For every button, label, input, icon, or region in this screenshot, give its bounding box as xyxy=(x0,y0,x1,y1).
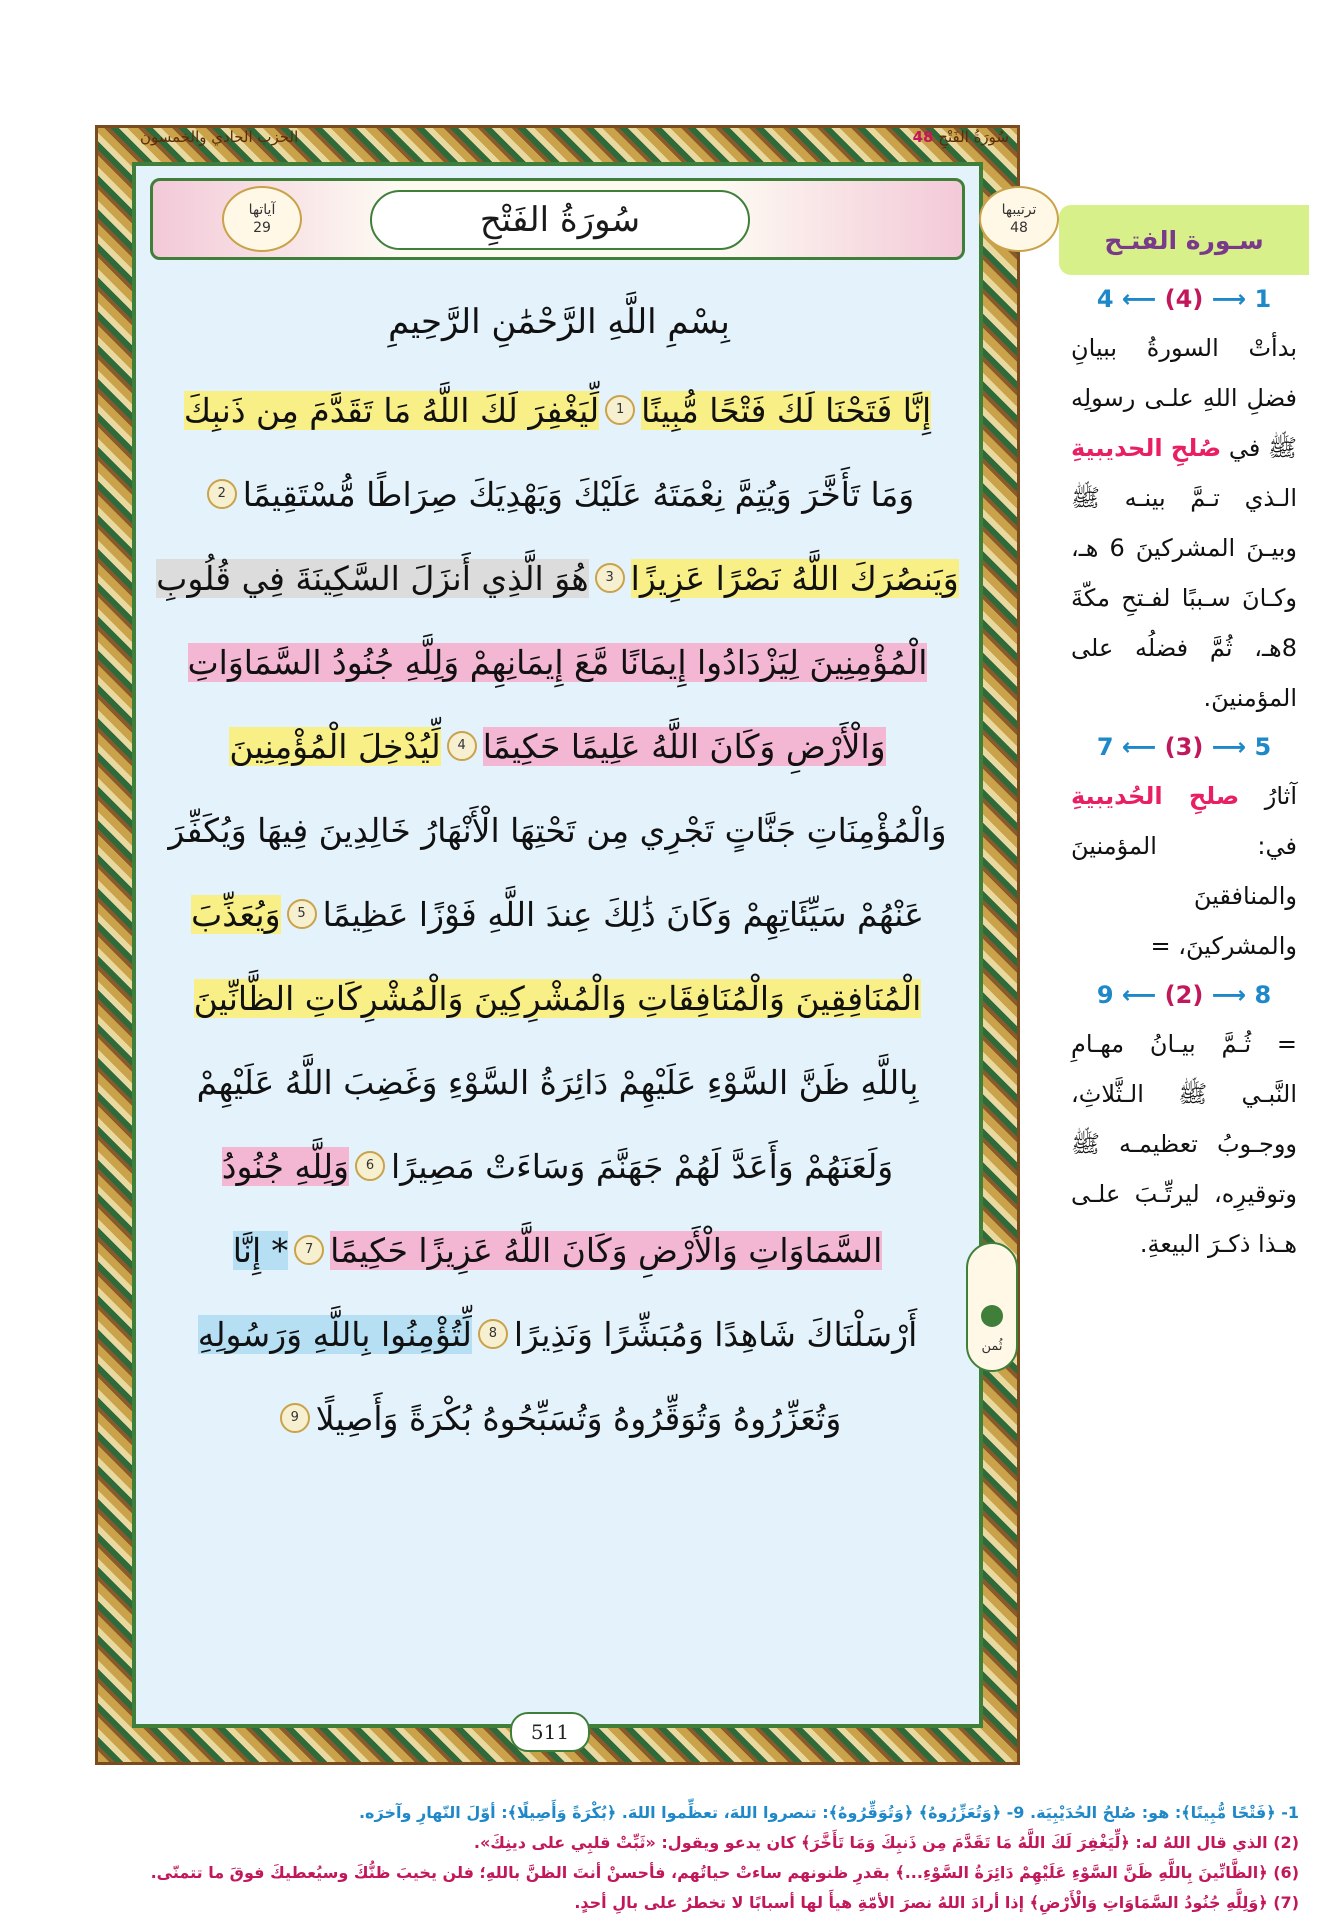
footnote-2: (2) الذي قال اللهُ له: ﴿لِّيَغْفِرَ لَكَ اللَّهُ مَا تَقَدَّمَ مِن ذَنبِكَ وَمَا تَأَخَّرَ﴾ كان يدعو ويقول: «ثَبِّتْ قلبِي على دينِكَ». xyxy=(473,1833,1299,1852)
verse-line-11: السَّمَاوَاتِ وَالْأَرْضِ وَكَانَ اللَّهُ عَزِيزًا حَكِيمًا 7 * إِنَّا xyxy=(232,1230,883,1270)
verse-line-8: الْمُنَافِقِينَ وَالْمُنَافِقَاتِ وَالْمُشْرِكِينَ وَالْمُشْرِكَاتِ الظَّانِّينَ xyxy=(193,978,922,1018)
verse-line-9: بِاللَّهِ ظَنَّ السَّوْءِ عَلَيْهِمْ دَائِرَةُ السَّوْءِ وَغَضِبَ اللَّهُ عَلَيْهِمْ xyxy=(196,1062,919,1102)
verse-line-1: إِنَّا فَتَحْنَا لَكَ فَتْحًا مُّبِينًا 1 لِّيَغْفِرَ لَكَ اللَّهُ مَا تَقَدَّمَ مِن ذَنبِكَ xyxy=(183,390,932,430)
verse-number-marker: 1 xyxy=(605,395,635,425)
verse-line-2: وَمَا تَأَخَّرَ وَيُتِمَّ نِعْمَتَهُ عَلَيْكَ وَيَهْدِيَكَ صِرَاطًا مُّسْتَقِيمًا 2 xyxy=(150,452,965,536)
verse-line-6: وَالْمُؤْمِنَاتِ جَنَّاتٍ تَجْرِي مِن تَحْتِهَا الْأَنْهَارُ خَالِدِينَ فِيهَا وَيُكَفِّرَ xyxy=(168,810,947,850)
verse-range-1: 4 ⟵ (4) ⟶ 1 xyxy=(1096,285,1272,313)
verses-label: آياتها xyxy=(248,202,276,218)
verse-number-marker: 4 xyxy=(447,731,477,761)
header-hizb: الحزب الحادي والخمسون xyxy=(140,128,299,146)
verses-medallion xyxy=(222,186,302,252)
order-label: ترتيبها xyxy=(1001,202,1037,218)
verse-line-13: وَتُعَزِّرُوهُ وَتُوَقِّرُوهُ وَتُسَبِّحُوهُ بُكْرَةً وَأَصِيلًا 9 xyxy=(150,1376,965,1460)
header-surah-number: 48 xyxy=(912,128,934,146)
footnote-7: (7) ﴿وَلِلَّهِ جُنُودُ السَّمَاوَاتِ وَالْأَرْضِ﴾ إذا أرادَ اللهُ نصرَ الأمّةِ هيأَ لها أسبابًا لا تخطرُ على بالِ أحدٍ. xyxy=(574,1893,1299,1912)
hizb-quarter-marker xyxy=(966,1242,1018,1372)
verse-line-7: عَنْهُمْ سَيِّئَاتِهِمْ وَكَانَ ذَٰلِكَ عِندَ اللَّهِ فَوْزًا عَظِيمًا 5 وَيُعَذِّبَ xyxy=(191,894,924,934)
basmala: بِسْمِ اللَّهِ الرَّحْمَٰنِ الرَّحِيمِ xyxy=(388,302,730,342)
order-value: 48 xyxy=(1010,220,1028,236)
verse-line-10: وَلَعَنَهُمْ وَأَعَدَّ لَهُمْ جَهَنَّمَ وَسَاءَتْ مَصِيرًا 6 وَلِلَّهِ جُنُودُ xyxy=(221,1146,894,1186)
side-highlight-1: صُلحِ الحديبيةِ xyxy=(1071,434,1222,462)
footnote-1: 1- ﴿فَتْحًا مُّبِينًا﴾: هو: صُلحُ الحُدَيْبِيَة. 9- ﴿وَتُعَزِّرُوهُ﴾ ﴿وَتُوَقِّرُوهُ﴾: تنصروا اللهَ، تعظِّموا اللهَ. ﴿بُكْرَةً وَأَصِيلًا﴾: أوّلَ النّهارِ وآخرَه. xyxy=(358,1803,1299,1822)
order-medallion xyxy=(979,186,1059,252)
verse-number-marker: 9 xyxy=(280,1403,310,1433)
verse-range-2: 7 ⟵ (3) ⟶ 5 xyxy=(1096,733,1272,761)
side-commentary xyxy=(1059,205,1309,1269)
verses-value: 29 xyxy=(253,220,271,236)
header-surah xyxy=(907,128,1009,154)
verse-line-5: وَالْأَرْضِ وَكَانَ اللَّهُ عَلِيمًا حَكِيمًا 4 لِّيُدْخِلَ الْمُؤْمِنِينَ xyxy=(229,726,886,766)
side-highlight-2: صلحِ الحُديبيةِ xyxy=(1071,782,1240,810)
page-number: 511 xyxy=(510,1712,590,1752)
hizb-ornament-icon xyxy=(981,1305,1003,1327)
footnotes xyxy=(30,1798,1299,1918)
verse-number-marker: 7 xyxy=(294,1235,324,1265)
verse-number-marker: 6 xyxy=(355,1151,385,1181)
side-title: سـورة الفتـح xyxy=(1059,205,1309,275)
header-surah-name: سُورَةُ الفَتْحِ xyxy=(938,128,1009,146)
footnote-6: (6) ﴿الظَّانِّينَ بِاللَّهِ ظَنَّ السَّوْءِ عَلَيْهِمْ دَائِرَةُ السَّوْءِ...﴾ بقدرِ ظنونهم ساءتْ حياتُهم، فأحسنْ أنتَ الظنَّ باللهِ؛ فلن يخيبَ ظنُّكَ وسيُعطيكَ فوقَ ما تتمنّى. xyxy=(150,1863,1299,1882)
verse-number-marker: 8 xyxy=(478,1319,508,1349)
verse-range-3: 9 ⟵ (2) ⟶ 8 xyxy=(1096,981,1272,1009)
verse-number-marker: 3 xyxy=(595,563,625,593)
verse-line-4: الْمُؤْمِنِينَ لِيَزْدَادُوا إِيمَانًا مَّعَ إِيمَانِهِمْ وَلِلَّهِ جُنُودُ السَّمَاوَاتِ xyxy=(187,642,928,682)
verse-line-12: أَرْسَلْنَاكَ شَاهِدًا وَمُبَشِّرًا وَنَذِيرًا 8 لِّتُؤْمِنُوا بِاللَّهِ وَرَسُولِهِ xyxy=(197,1314,918,1354)
verse-number-marker: 5 xyxy=(287,899,317,929)
side-text-1: بدأتْ السورةُ ببيانِ فضلِ اللهِ علـى رسولِه ﷺ في صُلحِ الحديبيةِ الـذي تـمَّ بينـه ﷺ وبيـنَ المشركينَ 6 هـ، وكـانَ سـببًا لفـتحِ مكّةَ 8هـ، ثُمَّ فضلُه على المؤمنينَ. xyxy=(1071,334,1298,712)
verse-number-marker: 2 xyxy=(207,479,237,509)
side-text-3: = ثُـمَّ بيـانُ مهـامِ النَّبـي ﷺ الـثَّلاثِ، ووجـوبُ تعظيمـه ﷺ وتوقيرِه، ليرتِّـبَ علـى هـذا ذكـرَ البيعةِ. xyxy=(1071,1030,1297,1258)
side-text-2: آثارُ صلحِ الحُديبيةِ في: المؤمنينَ والمنافقينَ والمشركينَ، = xyxy=(1071,782,1297,960)
hizb-marker-label: ثُمن xyxy=(981,1339,1003,1354)
surah-title: سُورَةُ الفَتْحِ xyxy=(370,190,750,250)
verse-line-3: وَيَنصُرَكَ اللَّهُ نَصْرًا عَزِيزًا 3 هُوَ الَّذِي أَنزَلَ السَّكِينَةَ فِي قُلُوبِ xyxy=(156,558,959,598)
verse-lines xyxy=(150,368,965,1460)
